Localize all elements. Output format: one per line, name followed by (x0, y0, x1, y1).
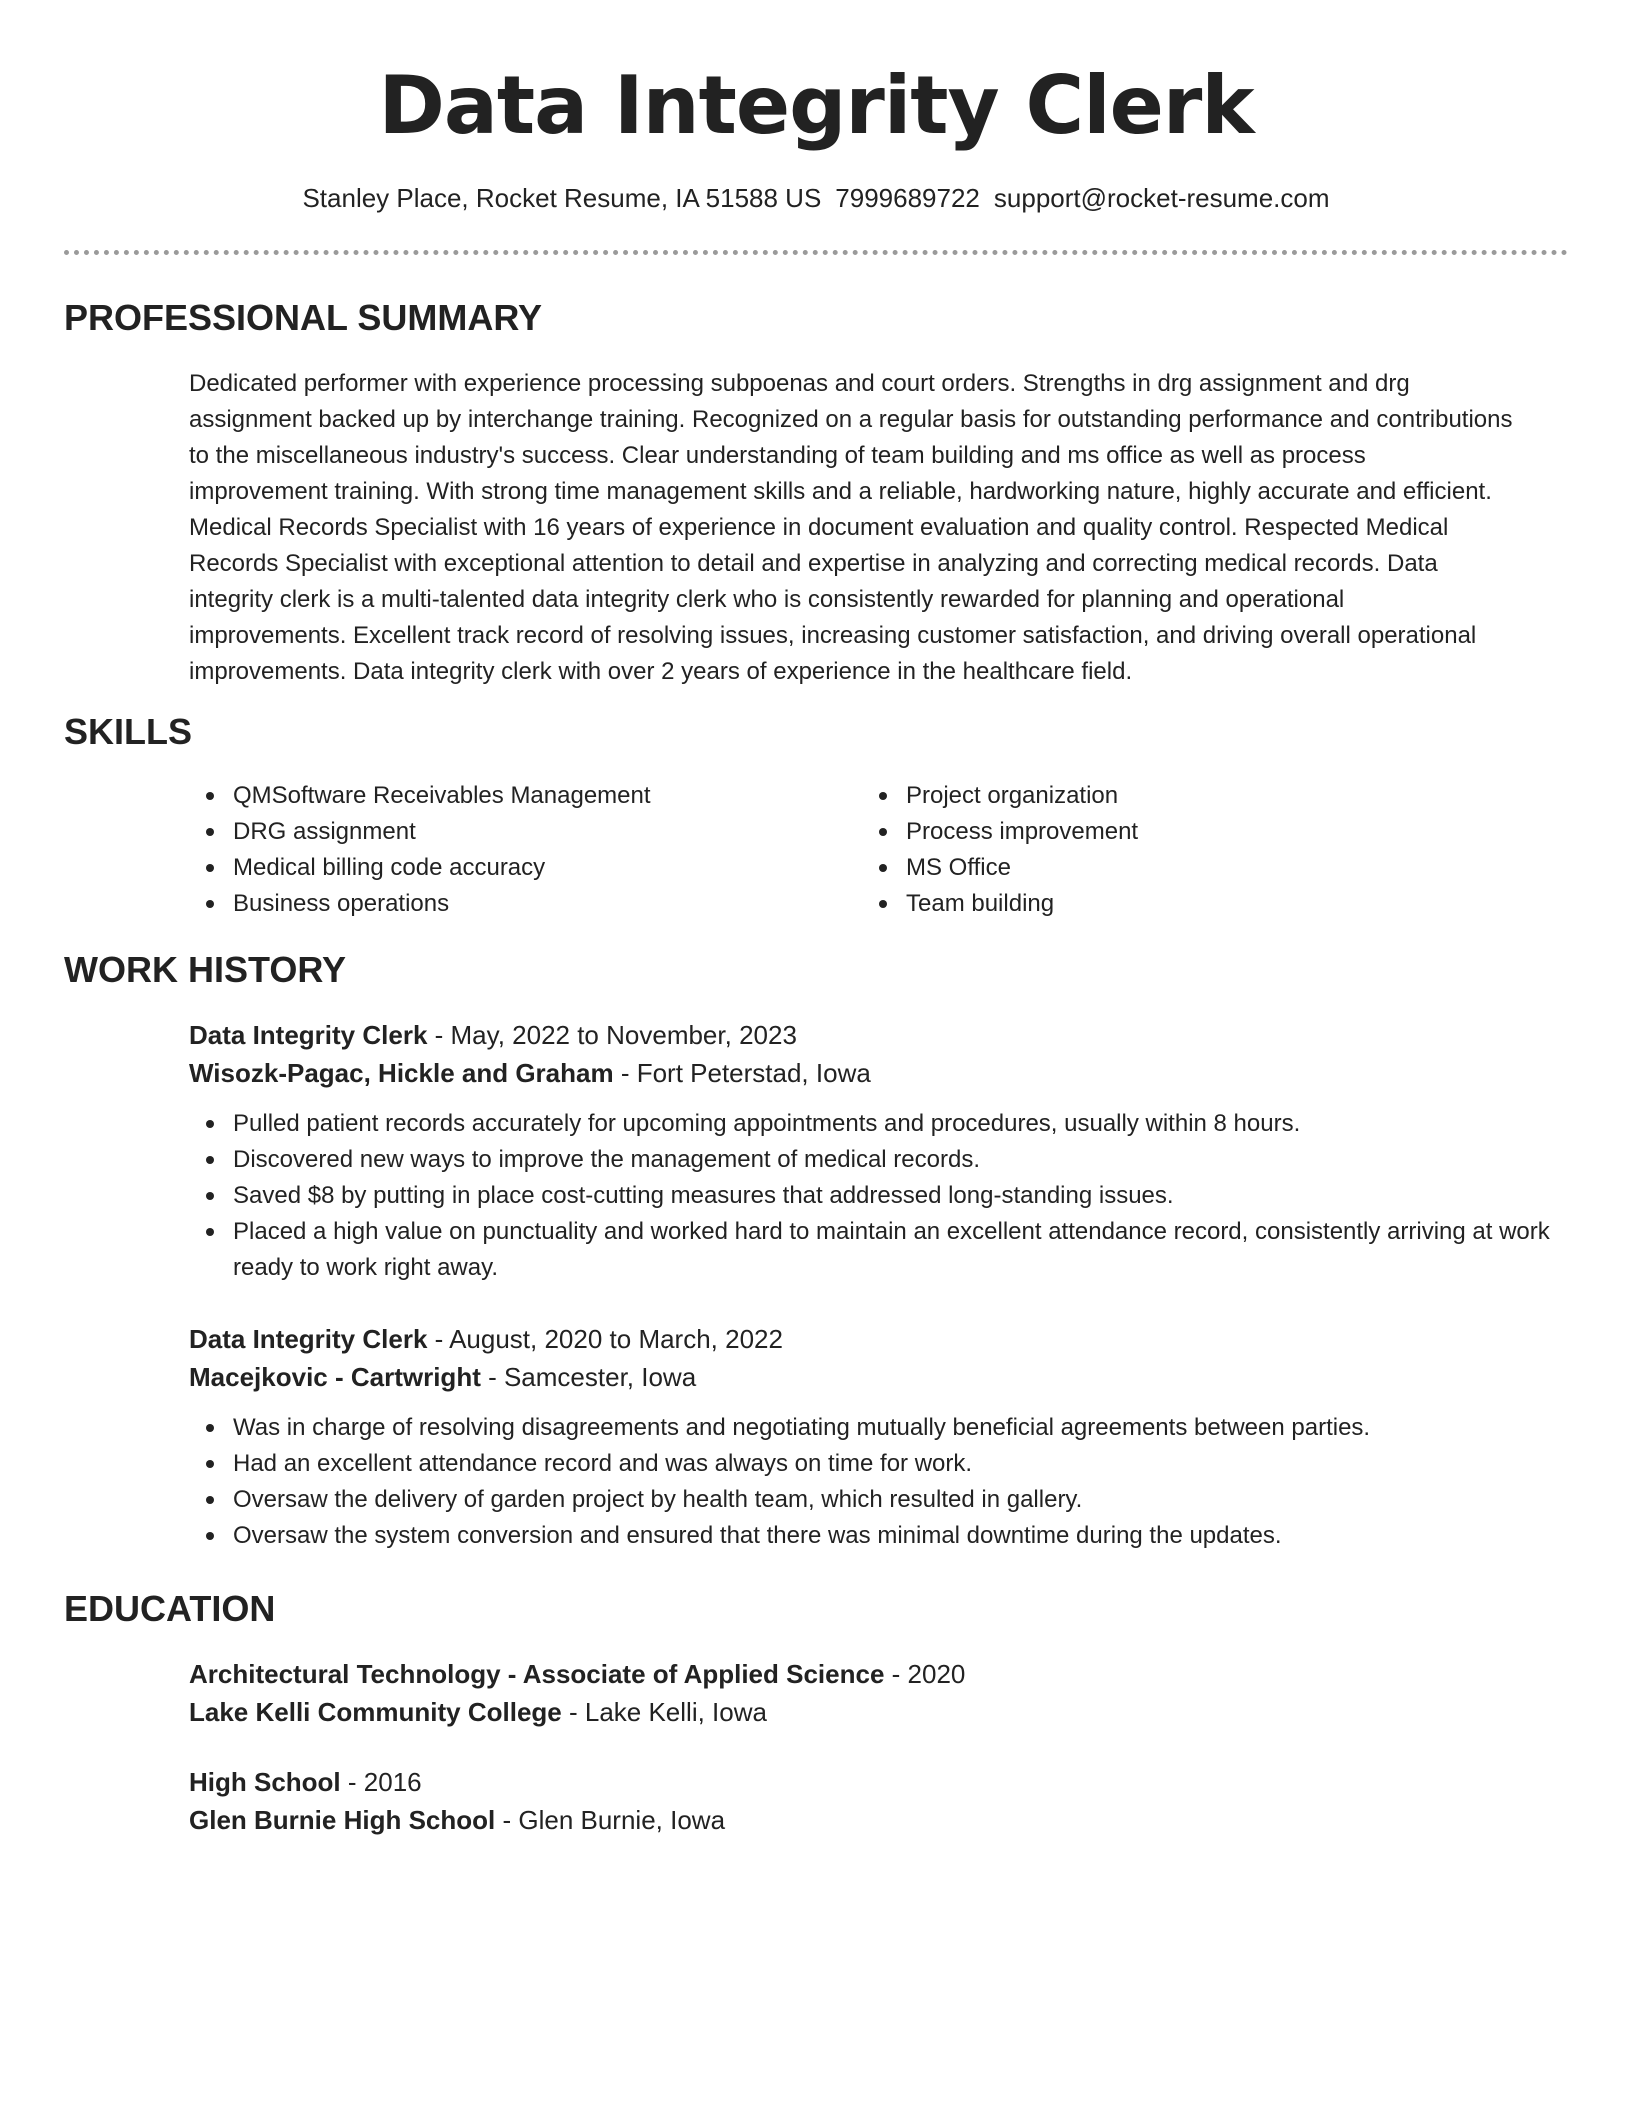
job-company: Wisozk-Pagac, Hickle and Graham (189, 1058, 614, 1088)
job-company-line (189, 1358, 1571, 1396)
job-dates: - August, 2020 to March, 2022 (427, 1324, 783, 1354)
job-location: - Samcester, Iowa (480, 1362, 697, 1392)
education-degree: High School (189, 1767, 341, 1797)
summary-line: improvements. Data integrity clerk with over 2 years of experience in the healthcare field. (189, 658, 1133, 685)
header-divider (64, 250, 1568, 255)
education-school-line (189, 1693, 1571, 1731)
summary-text (189, 366, 1571, 690)
skill-item: QMSoftware Receivables Management (189, 778, 829, 814)
job-entry (189, 1016, 1571, 1286)
education-degree-line (189, 1655, 1571, 1693)
education-location: - Glen Burnie, Iowa (495, 1805, 726, 1835)
skill-item: DRG assignment (189, 814, 829, 850)
summary-line: improvement training. With strong time management skills and a reliable, hardworking nature, highly accurate and efficient. (189, 478, 1492, 505)
education-school-line (189, 1801, 1571, 1839)
section-title-work-history: WORK HISTORY (64, 949, 347, 990)
education-degree: Architectural Technology - Associate of Applied Science (189, 1659, 885, 1689)
skill-item: Project organization (862, 778, 1502, 814)
education-school: Lake Kelli Community College (189, 1697, 562, 1727)
skills-column-right (862, 778, 1502, 922)
job-bullet: Oversaw the system conversion and ensured that there was minimal downtime during the updates. (189, 1518, 1571, 1554)
education-year: - 2016 (340, 1767, 422, 1797)
education-entry (189, 1655, 1571, 1731)
job-dates: - May, 2022 to November, 2023 (427, 1020, 797, 1050)
job-role: Data Integrity Clerk (189, 1020, 428, 1050)
summary-line: Records Specialist with exceptional attention to detail and expertise in analyzing and correcting medical records. Data (189, 550, 1438, 577)
contact-phone: 7999689722 (835, 183, 980, 213)
job-location: - Fort Peterstad, Iowa (613, 1058, 871, 1088)
section-title-skills: SKILLS (64, 711, 193, 752)
contact-address: Stanley Place, Rocket Resume, IA 51588 US (302, 183, 822, 213)
summary-line: improvements. Excellent track record of resolving issues, increasing customer satisfaction, and driving overall operational (189, 622, 1477, 649)
section-title-education: EDUCATION (64, 1588, 276, 1629)
skill-item: Business operations (189, 886, 829, 922)
job-bullet: Placed a high value on punctuality and worked hard to maintain an excellent attendance record, consistently arriving at work ready to work right away. (189, 1214, 1571, 1286)
education-school: Glen Burnie High School (189, 1805, 496, 1835)
contact-line (0, 181, 1632, 215)
summary-line: to the miscellaneous industry's success. Clear understanding of team building and ms office as well as process (189, 442, 1366, 469)
summary-line: Medical Records Specialist with 16 years of experience in document evaluation and quality control. Respected Medical (189, 514, 1449, 541)
skill-item: Team building (862, 886, 1502, 922)
job-bullet: Saved $8 by putting in place cost-cutting measures that addressed long-standing issues. (189, 1178, 1571, 1214)
job-bullet: Pulled patient records accurately for upcoming appointments and procedures, usually within 8 hours. (189, 1106, 1571, 1142)
skill-item: MS Office (862, 850, 1502, 886)
job-bullet: Discovered new ways to improve the management of medical records. (189, 1142, 1571, 1178)
job-bullet: Had an excellent attendance record and was always on time for work. (189, 1446, 1571, 1482)
education-degree-line (189, 1763, 1571, 1801)
summary-line: Dedicated performer with experience processing subpoenas and court orders. Strengths in drg assignment and drg (189, 370, 1410, 397)
job-title-line (189, 1320, 1571, 1358)
job-role: Data Integrity Clerk (189, 1324, 428, 1354)
education-year: - 2020 (884, 1659, 966, 1689)
education-location: - Lake Kelli, Iowa (561, 1697, 767, 1727)
job-company: Macejkovic - Cartwright (189, 1362, 481, 1392)
job-bullet: Oversaw the delivery of garden project by health team, which resulted in gallery. (189, 1482, 1571, 1518)
summary-line: integrity clerk is a multi-talented data integrity clerk who is consistently rewarded for planning and operational (189, 586, 1345, 613)
section-title-summary: PROFESSIONAL SUMMARY (64, 297, 543, 338)
education-entry (189, 1763, 1571, 1839)
job-bullet: Was in charge of resolving disagreements and negotiating mutually beneficial agreements between parties. (189, 1410, 1571, 1446)
contact-email: support@rocket-resume.com (993, 183, 1330, 213)
skill-item: Process improvement (862, 814, 1502, 850)
job-company-line (189, 1054, 1571, 1092)
skills-column-left (189, 778, 829, 922)
job-entry (189, 1320, 1571, 1554)
job-title-line (189, 1016, 1571, 1054)
summary-line: assignment backed up by interchange training. Recognized on a regular basis for outstanding performance and contributions (189, 406, 1513, 433)
resume-name: Data Integrity Clerk (378, 59, 1254, 152)
skill-item: Medical billing code accuracy (189, 850, 829, 886)
